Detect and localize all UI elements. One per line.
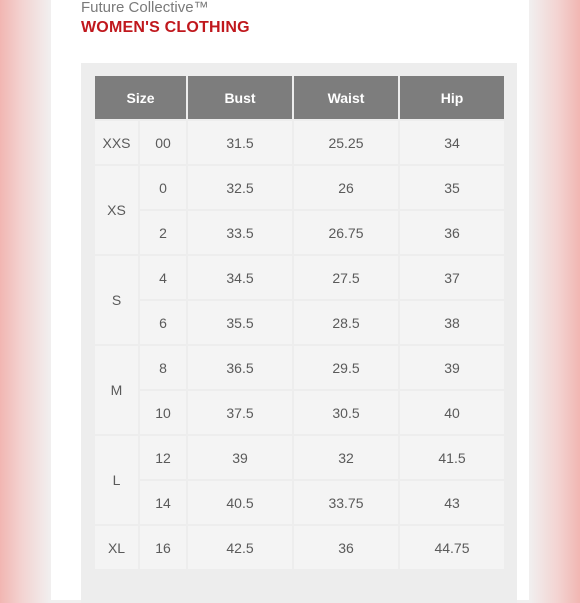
hip-cell: 41.5 — [400, 436, 504, 479]
table-header-row — [95, 76, 504, 119]
waist-cell: 27.5 — [294, 256, 398, 299]
waist-cell: 30.5 — [294, 391, 398, 434]
bust-cell: 39 — [188, 436, 292, 479]
size-number-cell: 8 — [140, 346, 186, 389]
table-row — [95, 121, 504, 164]
bust-cell: 32.5 — [188, 166, 292, 209]
size-number-cell: 6 — [140, 301, 186, 344]
table-row — [95, 436, 504, 479]
table-row — [95, 391, 504, 434]
size-number-cell: 0 — [140, 166, 186, 209]
size-number-cell: 00 — [140, 121, 186, 164]
size-number-cell: 12 — [140, 436, 186, 479]
waist-cell: 29.5 — [294, 346, 398, 389]
size-label-cell: XXS — [95, 121, 138, 164]
size-label-cell: L — [95, 436, 138, 524]
table-body — [95, 121, 504, 569]
size-number-cell: 4 — [140, 256, 186, 299]
header-waist: Waist — [294, 76, 398, 119]
bust-cell: 42.5 — [188, 526, 292, 569]
bust-cell: 31.5 — [188, 121, 292, 164]
hip-cell: 35 — [400, 166, 504, 209]
header-size: Size — [95, 76, 186, 119]
header-bust: Bust — [188, 76, 292, 119]
bust-cell: 36.5 — [188, 346, 292, 389]
header-hip: Hip — [400, 76, 504, 119]
table-row — [95, 481, 504, 524]
size-label-cell: M — [95, 346, 138, 434]
size-number-cell: 16 — [140, 526, 186, 569]
table-row — [95, 301, 504, 344]
table-row — [95, 346, 504, 389]
page-title: WOMEN'S CLOTHING — [81, 19, 250, 36]
size-number-cell: 10 — [140, 391, 186, 434]
table-row — [95, 256, 504, 299]
waist-cell: 36 — [294, 526, 398, 569]
waist-cell: 32 — [294, 436, 398, 479]
hip-cell: 38 — [400, 301, 504, 344]
bust-cell: 37.5 — [188, 391, 292, 434]
hip-cell: 40 — [400, 391, 504, 434]
bust-cell: 35.5 — [188, 301, 292, 344]
size-number-cell: 14 — [140, 481, 186, 524]
size-number-cell: 2 — [140, 211, 186, 254]
hip-cell: 39 — [400, 346, 504, 389]
size-label-cell: S — [95, 256, 138, 344]
size-label-cell: XS — [95, 166, 138, 254]
waist-cell: 28.5 — [294, 301, 398, 344]
hip-cell: 44.75 — [400, 526, 504, 569]
hip-cell: 43 — [400, 481, 504, 524]
size-chart-table — [93, 74, 506, 571]
hip-cell: 34 — [400, 121, 504, 164]
table-row — [95, 166, 504, 209]
table-row — [95, 526, 504, 569]
waist-cell: 26.75 — [294, 211, 398, 254]
bust-cell: 34.5 — [188, 256, 292, 299]
bust-cell: 40.5 — [188, 481, 292, 524]
size-label-cell: XL — [95, 526, 138, 569]
table-row — [95, 211, 504, 254]
bust-cell: 33.5 — [188, 211, 292, 254]
hip-cell: 36 — [400, 211, 504, 254]
hip-cell: 37 — [400, 256, 504, 299]
waist-cell: 26 — [294, 166, 398, 209]
waist-cell: 33.75 — [294, 481, 398, 524]
size-chart-container — [81, 63, 517, 603]
waist-cell: 25.25 — [294, 121, 398, 164]
brand-name: Future Collective™ — [81, 0, 209, 16]
